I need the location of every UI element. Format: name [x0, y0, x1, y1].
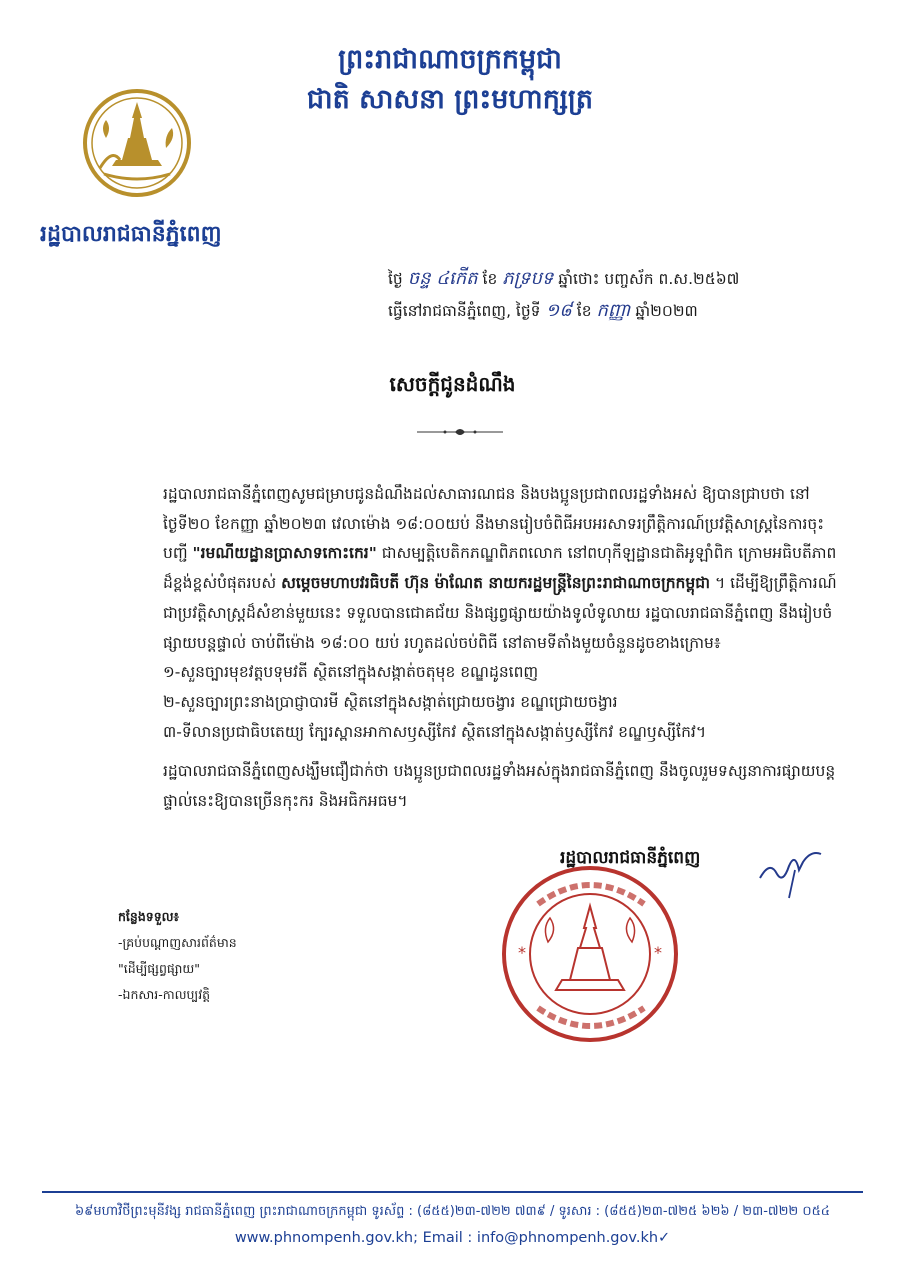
- notice-body: [163, 480, 845, 817]
- footer-contact-text: www.phnompenh.gov.kh; Email : info@phnompenh.gov.kh: [234, 1230, 659, 1246]
- solar-date: [388, 295, 739, 327]
- heritage-site-name: "រមណីយដ្ឋានប្រាសាទកោះកេរ": [192, 544, 377, 563]
- footer-address: ៦៩មហាវិថីព្រះមុនីវង្ស រាជធានីភ្នំពេញ ព្រះរាជាណាចក្រកម្ពុជា ទូរស័ព្ទ : (៨៥៥)២៣-៧២២ ៧៣៩ / ទូរសារ : (៨៥៥)២៣-៧២៥ ៦២៦ / ២៣-៧២២ ០៥៤: [74, 1204, 831, 1219]
- solar-month-prefix: ខែ: [576, 302, 592, 320]
- notice-paragraph-1: [163, 480, 845, 658]
- recipient-item: -គ្រប់បណ្ដាញសារព័ត៌មាន: [118, 935, 237, 950]
- kingdom-header: [300, 40, 600, 120]
- lunar-prefix: ថ្ងៃ: [388, 270, 403, 288]
- solar-prefix: ធ្វើនៅរាជធានីភ្នំពេញ, ថ្ងៃទី: [388, 302, 541, 320]
- issuing-authority: រដ្ឋបាលរាជធានីភ្នំពេញ: [40, 221, 222, 247]
- recipient-item: "ដើម្បីផ្សព្វផ្សាយ": [118, 961, 200, 976]
- date-block: [388, 263, 739, 327]
- document-title: សេចក្ដីជូនដំណឹង: [389, 372, 516, 396]
- recipient-item: -ឯកសារ-កាលប្បវត្តិ: [118, 987, 211, 1002]
- phnom-penh-emblem-icon: [82, 88, 192, 198]
- location-item-3: ៣-ទីលានប្រជាធិបតេយ្យ ក្បែរស្ពានអាកាសឫស្សីកែវ ស្ថិតនៅក្នុងសង្កាត់ឫស្សីកែវ ខណ្ឌឫស្សីកែវ។: [163, 722, 707, 741]
- solar-day-handwritten: ១៨: [545, 300, 572, 321]
- svg-text:*: *: [654, 943, 662, 962]
- solar-month-handwritten: កញ្ញា: [596, 300, 631, 321]
- para1-broadcast: ។ ដើម្បីឱ្យព្រឹត្តិការណ៍ជាប្រវត្តិសាស្ត្រដ៏សំខាន់មួយនេះ ទទួលបានជោគជ័យ និងផ្សព្វផ្សាយយ៉ាងទូលំទូលាយ រដ្ឋបាលរាជធានីភ្នំពេញ នឹងរៀបចំផ្សាយបន្តផ្ទាល់ ចាប់ពីម៉ោង ១៨:០០ យប់ រហូតដល់ចប់ពិធី នៅតាមទីតាំងមួយចំនួនដូចខាងក្រោម៖: [163, 574, 837, 652]
- lunar-day-handwritten: ចន្ទ ៤កេីត: [407, 268, 478, 289]
- official-seal-icon: [498, 862, 683, 1047]
- kingdom-motto-line2: ជាតិ សាសនា ព្រះមហាក្សត្រ: [306, 84, 594, 115]
- para1-intro: រដ្ឋបាលរាជធានីភ្នំពេញសូមជម្រាបជូនដំណឹងដល់សាធារណជន និងបងប្អូនប្រជាពលរដ្ឋទាំងអស់ ឱ្យបានជ្រាបថា នៅថ្ងៃទី២០ ខែកញ្ញា ឆ្នាំ២០២៣ វេលាម៉ោង ១៨:០០យប់ នឹងមានរៀបចំពិធីអបអរសាទរព្រឹត្តិការណ៍ប្រវត្តិសាស្ត្រនៃការចុះបញ្ជី: [163, 485, 825, 563]
- footer-contact: [0, 1230, 905, 1246]
- check-mark-icon: ✓: [658, 1230, 671, 1246]
- handwritten-signature-icon: [755, 840, 825, 900]
- recipients-heading: កន្លែងទទួល៖: [118, 909, 180, 924]
- para1-venue: ជាសម្បត្តិបេតិកភណ្ឌពិភពលោក នៅពហុកីឡដ្ឋានជាតិអូឡាំពិក ក្រោមអធិបតីភាពដ៏ខ្ពង់ខ្ពស់បំផុតរបស់: [163, 544, 837, 593]
- location-item-1: ១-សួនច្បារមុខវត្តបទុមវតី ស្ថិតនៅក្នុងសង្កាត់ចតុមុខ ខណ្ឌដូនពេញ: [163, 663, 539, 682]
- solar-year: ឆ្នាំ២០២៣: [635, 302, 698, 320]
- recipients-block: [118, 904, 237, 1008]
- notice-paragraph-2: រដ្ឋបាលរាជធានីភ្នំពេញសង្ឃឹមជឿជាក់ថា បងប្អូនប្រជាពលរដ្ឋទាំងអស់ក្នុងរាជធានីភ្នំពេញ នឹងចូលរួមទស្សនាការផ្សាយបន្តផ្ទាល់នេះឱ្យបានច្រើនកុះករ និងអធិកអធម។: [163, 762, 836, 811]
- lunar-month-prefix: ខែ: [482, 270, 498, 288]
- kingdom-motto-line1: ព្រះរាជាណាចក្រកម្ពុជា: [338, 44, 562, 75]
- lunar-month-handwritten: ភទ្របទ: [502, 268, 554, 289]
- location-list: [163, 658, 845, 747]
- lunar-date: [388, 263, 739, 295]
- lunar-year: ឆ្នាំថោះ បញ្ចស័ក ព.ស.២៥៦៧: [558, 270, 740, 288]
- svg-text:*: *: [518, 943, 526, 962]
- title-ornament-divider: [415, 424, 505, 440]
- footer-divider: [42, 1191, 863, 1193]
- prime-minister-name: សម្ដេចមហាបវរធិបតី ហ៊ុន ម៉ាណែត នាយករដ្ឋមន្ត្រីនៃព្រះរាជាណាចក្រកម្ពុជា: [281, 574, 710, 593]
- location-item-2: ២-សួនច្បារព្រះនាងប្រាជ្ញាបារមី ស្ថិតនៅក្នុងសង្កាត់ជ្រោយចង្វារ ខណ្ឌជ្រោយចង្វារ: [163, 692, 618, 711]
- signature-authority: រដ្ឋបាលរាជធានីភ្នំពេញ: [560, 848, 701, 868]
